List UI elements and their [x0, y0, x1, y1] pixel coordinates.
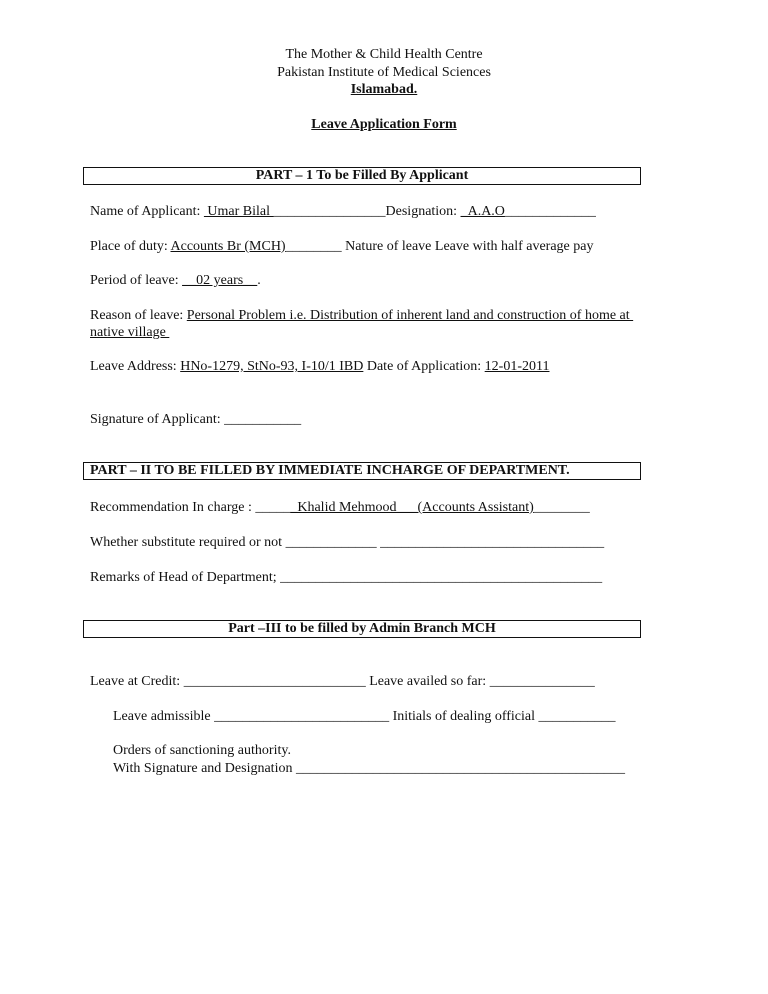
leave-admissible-row [113, 708, 616, 725]
leave-address-label: Leave Address: [90, 359, 177, 374]
form-title: Leave Application Form [311, 117, 457, 132]
leave-at-credit-blank: __________________________ [183, 674, 366, 689]
recommendation-label: Recommendation In charge : [90, 500, 252, 515]
applicant-signature-blank: _ [224, 412, 232, 427]
substitute-row [90, 534, 604, 551]
sanctioning-signature-label: With Signature and Designation [113, 761, 293, 776]
sanctioning-signature-blank: _______________________________________________ [295, 761, 625, 776]
remarks-blank: ______________________________________________ [280, 570, 603, 585]
reason-of-leave-row [90, 307, 633, 324]
date-of-application-label: Date of Application: [366, 359, 482, 374]
remarks-row [90, 569, 602, 586]
substitute-label: Whether substitute required or not [90, 535, 283, 550]
designation-blank: _____________ [504, 204, 596, 219]
recommendation-name: _Khalid Mehmood___(Accounts Assistant) [290, 500, 534, 515]
city-name: Islamabad. [350, 82, 418, 97]
part3-header-box [83, 620, 641, 638]
date-of-application-value: 12-01-2011 [484, 359, 550, 374]
part3-title: Part –III to be filled by Admin Branch MCH [228, 621, 496, 636]
period-end: . [257, 273, 261, 288]
leave-availed-label: Leave availed so far: [369, 674, 487, 689]
dealing-official-initials-blank: ___________ [538, 709, 616, 724]
nature-of-leave-value: Leave with half average pay [434, 239, 594, 254]
period-of-leave-label: Period of leave: [90, 273, 179, 288]
leave-address-value: HNo-1279, StNo-93, I-10/1 IBD [180, 359, 364, 374]
applicant-name-value: Umar Bilal [203, 204, 274, 219]
place-of-duty-label: Place of duty: [90, 239, 168, 254]
part1-header-box [83, 167, 641, 185]
applicant-signature-blank-end: __________ [231, 412, 302, 427]
recommendation-pre-blank: _____ [255, 500, 291, 515]
applicant-signature-label: Signature of Applicant: [90, 412, 221, 427]
substitute-blank-1: _____________ [285, 535, 377, 550]
part1-title: PART – 1 To be Filled By Applicant [255, 168, 469, 183]
period-of-leave-row [90, 272, 261, 289]
place-of-duty-blank: ________ [285, 239, 342, 254]
leave-admissible-blank: _________________________ [214, 709, 390, 724]
institute-name: Pakistan Institute of Medical Sciences [277, 65, 491, 80]
applicant-name-row [90, 203, 596, 220]
part2-title: PART – II TO BE FILLED BY IMMEDIATE INCHARGE OF DEPARTMENT. [90, 463, 570, 478]
place-of-duty-value: Accounts Br (MCH) [170, 239, 286, 254]
sanctioning-orders-label: Orders of sanctioning authority. [113, 743, 291, 758]
recommendation-post-blank: ________ [533, 500, 590, 515]
period-of-leave-value: __02 years__ [182, 273, 258, 288]
leave-availed-blank: _______________ [489, 674, 595, 689]
sanctioning-signature-row [113, 760, 625, 777]
reason-of-leave-label: Reason of leave: [90, 308, 184, 323]
designation-value: _A.A.O [460, 204, 505, 219]
leave-address-row [90, 358, 549, 375]
substitute-blank-2: ________________________________ [380, 535, 605, 550]
dealing-official-initials-label: Initials of dealing official [392, 709, 535, 724]
leave-at-credit-label: Leave at Credit: [90, 674, 181, 689]
recommendation-row [90, 499, 590, 516]
reason-of-leave-value-line2: native village [90, 325, 170, 340]
institution-name: The Mother & Child Health Centre [285, 47, 483, 62]
place-of-duty-row [90, 238, 594, 255]
designation-label: Designation: [385, 204, 458, 219]
part2-header-box [83, 462, 641, 480]
applicant-name-label: Name of Applicant: [90, 204, 201, 219]
applicant-signature-row [90, 411, 301, 428]
leave-credit-row [90, 673, 595, 690]
reason-of-leave-value-line1: Personal Problem i.e. Distribution of inherent land and construction of home at [186, 308, 634, 323]
remarks-label: Remarks of Head of Department; [90, 570, 277, 585]
leave-admissible-label: Leave admissible [113, 709, 211, 724]
nature-of-leave-label: Nature of leave [345, 239, 432, 254]
applicant-name-blank: ________________ [273, 204, 386, 219]
